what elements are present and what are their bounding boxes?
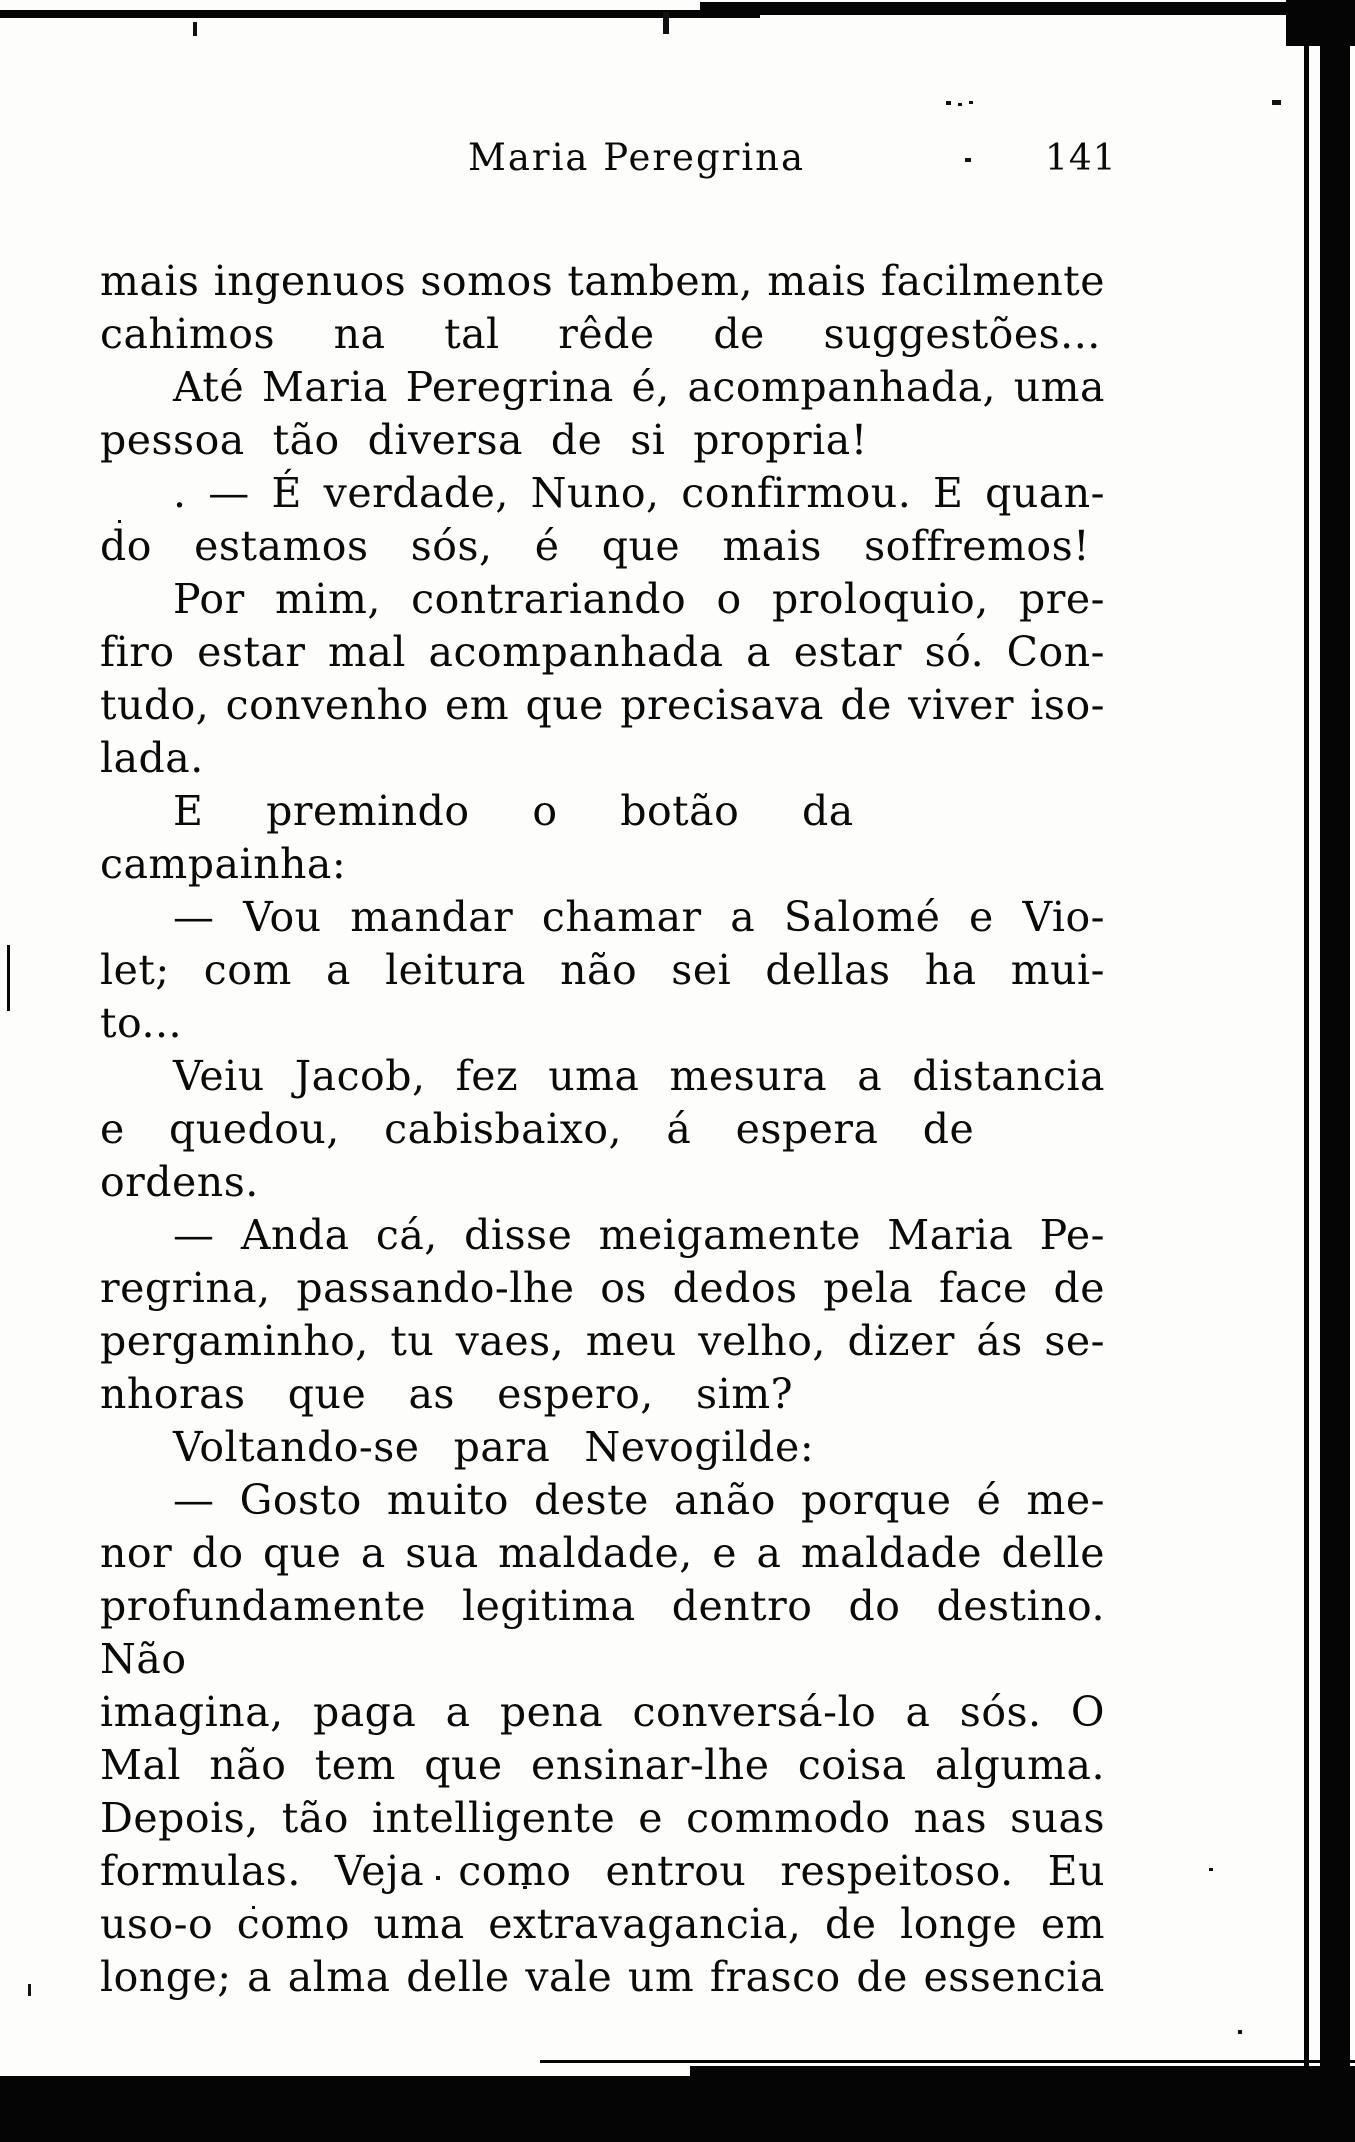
- text-line: Até Maria Peregrina é, acompanhada, uma: [173, 363, 1105, 411]
- text-line: Veiu Jacob, fez uma mesura a distancia: [173, 1052, 1105, 1100]
- ink-speck: [958, 103, 962, 106]
- text-line: — Anda cá, disse meigamente Maria Pe-: [173, 1211, 1105, 1259]
- text-line: longe; a alma delle vale um frasco de essencia: [100, 1953, 1105, 2001]
- text-line: nhoras que as espero, sim?: [100, 1370, 794, 1418]
- text-line: imagina, paga a pena conversá-lo a sós. O: [100, 1688, 1105, 1736]
- binding-thin-line: [1304, 12, 1309, 2142]
- text-line: nor do que a sua maldade, e a maldade delle: [100, 1529, 1105, 1577]
- text-line: mais ingenuos somos tambem, mais facilmente: [100, 257, 1105, 305]
- text-line: . — É verdade, Nuno, confirmou. E quan-: [173, 469, 1105, 517]
- ink-speck: [1272, 100, 1281, 105]
- text-line: tudo, convenho em que precisava de viver iso-: [100, 681, 1105, 729]
- text-line: — Vou mandar chamar a Salomé e Vio-: [173, 893, 1105, 941]
- top-border-line-right: [700, 2, 1355, 15]
- text-line: Depois, tão intelligente e commodo nas suas: [100, 1794, 1105, 1842]
- ink-speck: [1238, 2030, 1242, 2034]
- text-line: e quedou, cabisbaixo, á espera de ordens.: [100, 1105, 975, 1206]
- left-margin-mark: [7, 945, 10, 1011]
- ink-speck: [1209, 1868, 1213, 1871]
- page-number: 141: [1045, 138, 1117, 179]
- text-line: Por mim, contrariando o proloquio, pre-: [173, 575, 1105, 623]
- bottom-border-bar-right: [690, 2066, 1355, 2096]
- ink-speck: [946, 101, 951, 105]
- text-line: — Gosto muito deste anão porque é me-: [173, 1476, 1105, 1524]
- text-line: do estamos sós, é que mais soffremos!: [100, 522, 1091, 570]
- text-line: lada.: [100, 734, 204, 782]
- running-head-title: Maria Peregrina: [467, 136, 806, 179]
- text-line: pergaminho, tu vaes, meu velho, dizer ás se-: [100, 1317, 1105, 1365]
- top-border-line: [0, 10, 760, 18]
- text-line: uso-o como uma extravagancia, de longe em: [100, 1900, 1105, 1948]
- text-line: regrina, passando-lhe os dedos pela face de: [100, 1264, 1105, 1312]
- binding-thick-bar: [1320, 0, 1350, 2142]
- ink-speck: [969, 101, 973, 104]
- bottom-thin-line: [540, 2060, 1355, 2063]
- text-line: let; com a leitura não sei dellas ha mui-: [100, 946, 1105, 994]
- text-line: Mal não tem que ensinar-lhe coisa alguma.: [100, 1741, 1105, 1789]
- page-text: [100, 255, 1105, 2004]
- text-line: Voltando-se para Nevogilde:: [173, 1423, 815, 1471]
- text-line: pessoa tão diversa de si propria!: [100, 416, 868, 464]
- ink-speck: [28, 1984, 31, 1996]
- text-line: formulas. Veja como entrou respeitoso. Eu: [100, 1847, 1105, 1895]
- ink-speck: [663, 12, 669, 34]
- text-line: cahimos na tal rêde de suggestões...: [100, 310, 1101, 358]
- text-line: E premindo o botão da campainha:: [100, 787, 854, 888]
- text-line: to...: [100, 999, 183, 1047]
- text-line: firo estar mal acompanhada a estar só. Con-: [100, 628, 1105, 676]
- ink-speck: [193, 22, 197, 36]
- text-line: profundamente legitima dentro do destino. Não: [100, 1582, 1105, 1683]
